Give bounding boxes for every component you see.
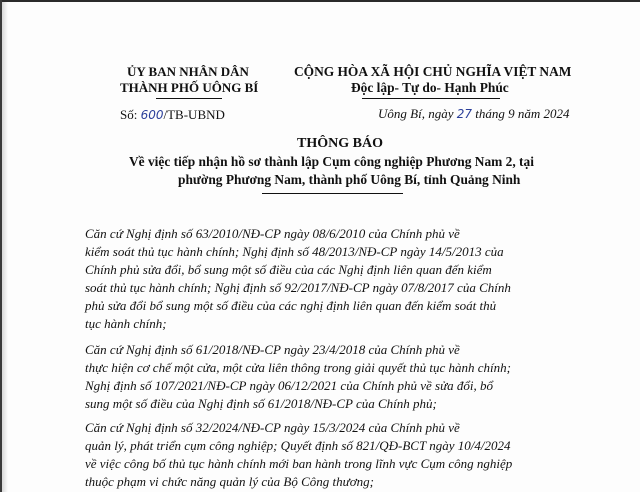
national-title: CỘNG HÒA XÃ HỘI CHỦ NGHĨA VIỆT NAM: [294, 64, 572, 79]
body-line: tục hành chính;: [85, 316, 167, 331]
scan-shadow: [2, 2, 8, 492]
motto-underline: [362, 98, 500, 99]
document-number-prefix: Số:: [120, 107, 141, 122]
body-line: soát thủ tục hành chính; Nghị định số 92/2017/NĐ-CP ngày 07/8/2017 của Chính: [85, 280, 511, 295]
issuer-underline: [156, 98, 222, 99]
document-number-suffix: /TB-UBND: [163, 107, 225, 122]
issuer-line-2: THÀNH PHỐ UÔNG BÍ: [120, 80, 259, 95]
subtitle-line-2: phường Phương Nam, thành phố Uông Bí, tỉnh Quảng Ninh: [178, 172, 521, 187]
date-suffix: tháng 9 năm 2024: [472, 106, 570, 121]
body-line: thực hiện cơ chế một cửa, một cửa liên thông trong giải quyết thủ tục hành chính;: [85, 360, 511, 375]
scan-border-top: [0, 0, 640, 2]
body-line: kiểm soát thủ tục hành chính; Nghị định số 48/2013/NĐ-CP ngày 14/5/2013 của: [85, 244, 504, 259]
subtitle-underline: [262, 193, 403, 194]
date-prefix: Uông Bí, ngày: [378, 106, 457, 121]
body-line: thuộc phạm vi chức năng quản lý của Bộ Công thương;: [85, 474, 375, 489]
body-line: về việc công bố thủ tục hành chính mới ban hành trong lĩnh vực Cụm công nghiệp: [85, 456, 513, 471]
national-motto: Độc lập- Tự do- Hạnh Phúc: [351, 80, 509, 95]
body-line: Căn cứ Nghị định số 63/2010/NĐ-CP ngày 08/6/2010 của Chính phủ về: [85, 226, 460, 241]
body-line: Căn cứ Nghị định số 61/2018/NĐ-CP ngày 23/4/2018 của Chính phủ về: [85, 342, 460, 357]
body-line: phủ sửa đổi bổ sung một số điều của các nghị định liên quan đến kiểm soát thủ: [85, 298, 497, 313]
body-line: Nghị định số 107/2021/NĐ-CP ngày 06/12/2021 của Chính phủ về sửa đổi, bổ: [85, 378, 494, 393]
document-title: THÔNG BÁO: [297, 136, 383, 151]
date-day-handwritten: 27: [456, 107, 472, 121]
issuer-line-1: ỦY BAN NHÂN DÂN: [127, 64, 249, 79]
body-line: quản lý, phát triển cụm công nghiệp; Quyết định số 821/QĐ-BCT ngày 10/4/2024: [85, 438, 511, 453]
subtitle-line-1: Về việc tiếp nhận hồ sơ thành lập Cụm công nghiệp Phương Nam 2, tại: [129, 154, 534, 169]
document-number-handwritten: 600: [140, 108, 164, 122]
document-number: [120, 107, 225, 123]
document-date: [378, 106, 570, 122]
body-line: Chính phủ sửa đổi, bổ sung một số điều của các Nghị định liên quan đến kiểm: [85, 262, 492, 277]
body-line: Căn cứ Nghị định số 32/2024/NĐ-CP ngày 15/3/2024 của Chính phủ về: [85, 420, 460, 435]
body-line: sung một số điều của Nghị định số 61/2018/NĐ-CP của Chính phủ;: [85, 396, 437, 411]
